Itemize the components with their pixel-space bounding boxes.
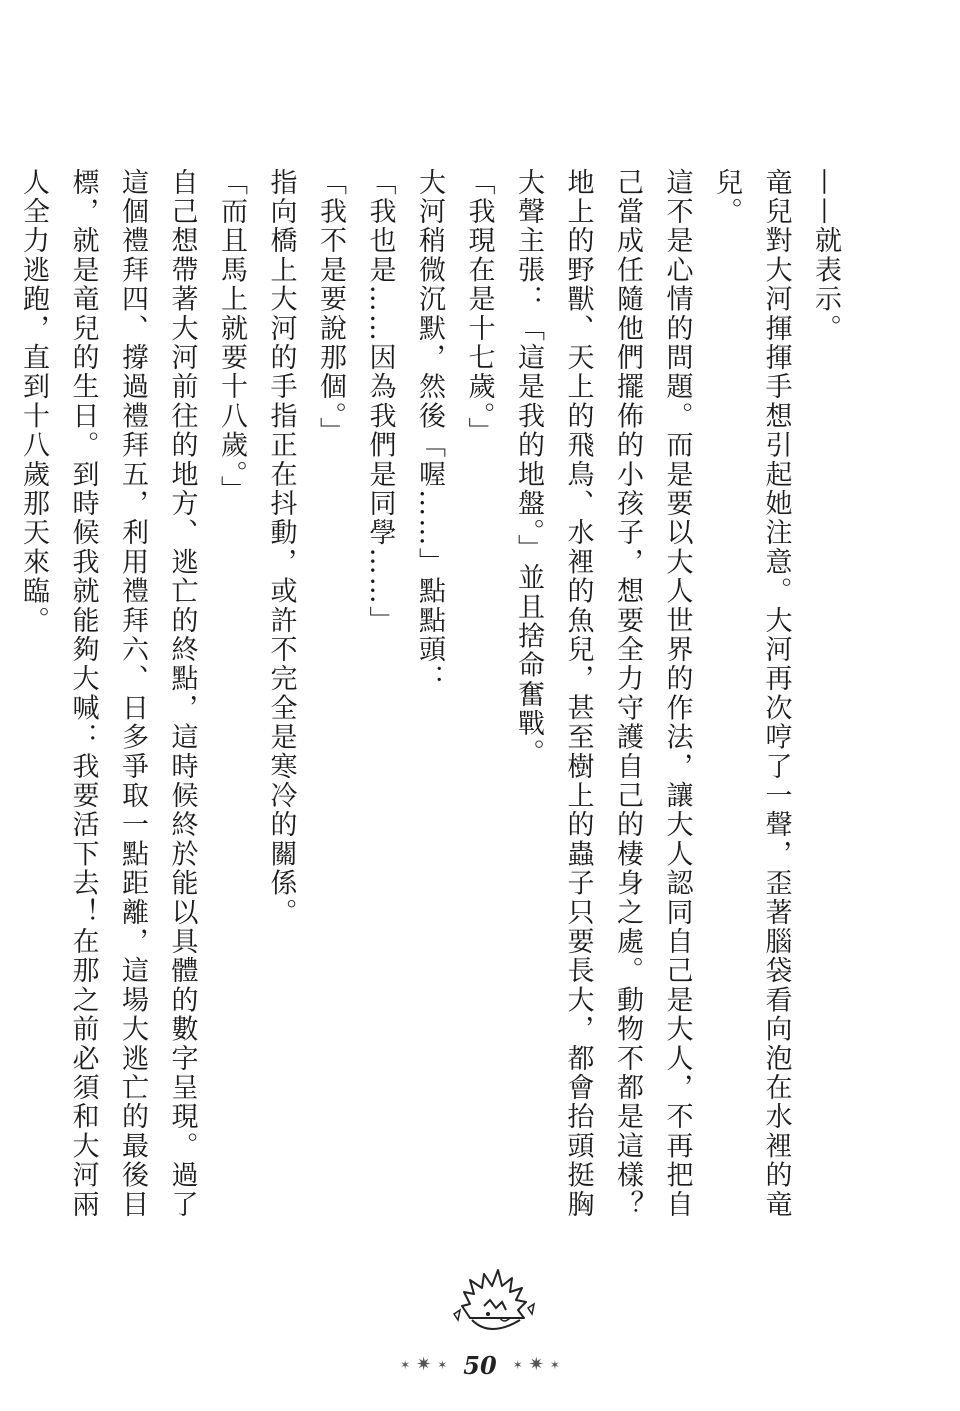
paragraph-5: 大河稍微沉默，然後「喔……」點點頭： (414, 168, 445, 694)
paragraph-2: 竜兒對大河揮揮手想引起她注意。大河再次哼了一聲，歪著腦袋看向泡在水裡的竜兒。 (711, 168, 792, 1220)
page-number: 50 (463, 1350, 497, 1380)
star-icon: ✶ (437, 1358, 448, 1372)
paragraph-9: 「而且馬上就要十八歲。」 (216, 168, 247, 505)
paragraph-8: 指向橋上大河的手指正在抖動，或許不完全是寒冷的關係。 (265, 168, 297, 928)
paragraph-3: 這不是心情的問題。而是要以大人世界的作法，讓大人認同自己是大人，不再把自己當成任隨他們擺佈的小孩子，想要全力守護自己的棲身之處。動物不都是這樣？地上的野獸、天上的飛鳥、水裡的魚兒，甚至樹上的蟲子只要長大，都會抬頭挺胸大聲主張：「這是我的地盤。」並且捨命奮戰。 (513, 168, 693, 1220)
star-icon: ✷ (528, 1354, 544, 1375)
paragraph-7: 「我不是要說那個。」 (315, 168, 346, 447)
star-icon: ✶ (549, 1358, 560, 1372)
star-icon: ✷ (416, 1354, 432, 1375)
star-icon: ✶ (512, 1358, 523, 1372)
paragraph-6: 「我也是……因為我們是同學……」 (364, 168, 396, 636)
vertical-text-body (9, 168, 851, 1248)
dragon-mascot-icon (440, 1248, 540, 1343)
paragraph-4: 「我現在是十七歲。」 (463, 168, 495, 447)
star-icon: ✶ (400, 1358, 411, 1372)
paragraph-1: ——就表示。 (810, 168, 841, 344)
paragraph-10: 自己想帶著大河前往的地方、逃亡的終點，這時候終於能以具體的數字呈現。過了這個禮拜四、撐過禮拜五，利用禮拜六、日多爭取一點距離，這場大逃亡的最後目標，就是竜兒的生日。到時候我就能夠大喊：我要活下去！在那之前必須和大河兩人全力逃跑，直到十八歲那天來臨。 (18, 168, 198, 1220)
page-footer (0, 1345, 960, 1385)
